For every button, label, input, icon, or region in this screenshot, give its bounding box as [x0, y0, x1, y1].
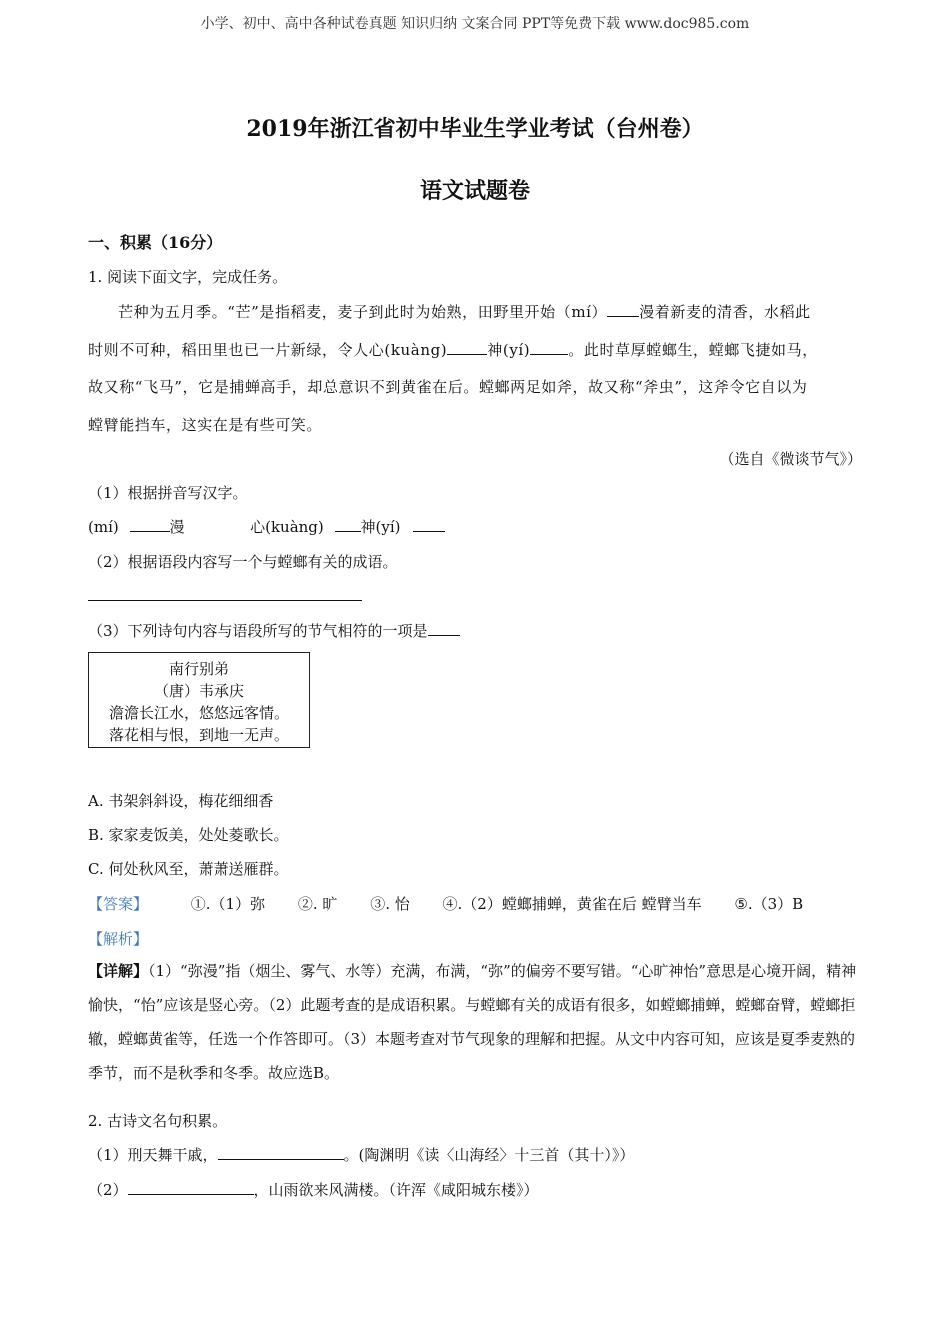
option-b: B. 家家麦饭美，处处菱歌长。 — [88, 826, 289, 844]
pinyin-label: (mí) — [88, 518, 119, 536]
q2-text: ，山雨欲来风满楼。（许浑《咸阳城东楼》） — [253, 1181, 539, 1199]
answer-blank[interactable] — [128, 1180, 254, 1195]
detail-text: （1）“弥漫”指（烟尘、雾气、水等）充满，布满，“弥”的偏旁不要写错。“心旷神怡”意思是心境开阔，精神愉快，“怡”应该是竖心旁。（2）此题考查的是成语积累。与螳螂有关的成语有很多，如螳螂捕蝉，螳螂奋臂，螳螂拒辙，螳螂黄雀等，任选一个作答即可。（3）本题考查对节气现象的理解和把握。从文中内容可知，应该是夏季麦熟的季节，而不是秋季和冬季。故应选B。 — [88, 962, 857, 1082]
answer-item: ⑤.（3）B — [734, 895, 804, 913]
q2-subquestion-2 — [88, 1179, 539, 1200]
detail-paragraph — [88, 954, 868, 1090]
option-a: A. 书架斜斜设，梅花细细香 — [88, 792, 274, 810]
answer-blank[interactable] — [447, 340, 487, 355]
analysis-label: 【解析】 — [88, 930, 149, 948]
answer-item: ②. 旷 — [297, 895, 338, 913]
q2-subquestion-1 — [88, 1144, 634, 1165]
question-1-stem: 1. 阅读下面文字，完成任务。 — [88, 268, 288, 286]
answer-item: ④.（2）螳螂捕蝉，黄雀在后 螳臂当车 — [442, 895, 702, 913]
passage-text: 漫着新麦的清香，水稻此 — [639, 303, 811, 321]
passage-source: （选自《微谈节气》） — [719, 450, 862, 468]
pinyin-label: 漫 — [169, 518, 185, 536]
answer-label: 【答案】 — [88, 895, 149, 913]
answer-blank[interactable] — [413, 517, 445, 532]
answer-blank[interactable] — [335, 517, 361, 532]
page-header: 小学、初中、高中各种试卷真题 知识归纳 文案合同 PPT等免费下载 www.doc985.com — [200, 16, 750, 32]
passage-line-3: 故又称“飞马”，它是捕蝉高手，却总意识不到黄雀在后。螳螂两足如斧，故又称“斧虫”，这斧令它自以为 — [88, 378, 808, 396]
subquestion-3-text: （3）下列诗句内容与语段所写的节气相符的一项是 — [88, 622, 428, 640]
q2-text: 。(陶渊明《读〈山海经〉十三首（其十）》） — [343, 1146, 635, 1164]
answer-line[interactable] — [88, 600, 362, 601]
answer-row — [88, 893, 803, 914]
exam-subtitle: 语文试题卷 — [419, 178, 530, 204]
subquestion-3 — [88, 620, 460, 641]
answer-blank[interactable] — [607, 302, 639, 317]
q2-text: （2） — [88, 1181, 128, 1199]
q2-text: （1）刑天舞干戚， — [88, 1146, 218, 1164]
subquestion-2: （2）根据语段内容写一个与螳螂有关的成语。 — [88, 553, 398, 571]
answer-blank[interactable] — [218, 1145, 344, 1160]
passage-text: 。此时草厚螳螂生，螳螂飞捷如马， — [568, 341, 818, 359]
pinyin-row — [88, 516, 445, 537]
passage-line-1 — [118, 301, 811, 322]
option-c: C. 何处秋风至，萧萧送雁群。 — [88, 860, 289, 878]
answer-blank[interactable] — [130, 517, 170, 532]
poem-author: （唐）韦承庆 — [153, 682, 244, 700]
detail-label: 【详解】 — [88, 962, 149, 980]
poem-title: 南行别弟 — [168, 660, 229, 678]
answer-blank[interactable] — [530, 340, 568, 355]
pinyin-label: 神(yí) — [360, 518, 401, 536]
passage-text: 时则不可种，稻田里也已一片新绿，令人心(kuàng) — [88, 341, 448, 359]
poem-box — [88, 652, 310, 748]
answer-item: ③. 怡 — [370, 895, 410, 913]
poem-line: 落花相与恨，到地一无声。 — [108, 726, 289, 744]
pinyin-label: 心(kuàng) — [250, 518, 324, 536]
subquestion-1: （1）根据拼音写汉字。 — [88, 484, 248, 502]
passage-text: 芒种为五月季。“芒”是指稻麦，麦子到此时为始熟，田野里开始（mí） — [118, 303, 608, 321]
passage-line-4: 螳臂能挡车，这实在是有些可笑。 — [88, 416, 323, 434]
answer-item: ①.（1）弥 — [190, 895, 266, 913]
passage-line-2 — [88, 339, 818, 360]
question-2-stem: 2. 古诗文名句积累。 — [88, 1112, 228, 1130]
exam-title: 2019年浙江省初中毕业生学业考试（台州卷） — [246, 116, 704, 142]
passage-text: 神(yí) — [487, 341, 531, 359]
answer-blank[interactable] — [428, 621, 460, 636]
poem-line: 澹澹长江水，悠悠远客情。 — [108, 704, 289, 722]
section-heading: 一、积累（16分） — [88, 233, 223, 252]
